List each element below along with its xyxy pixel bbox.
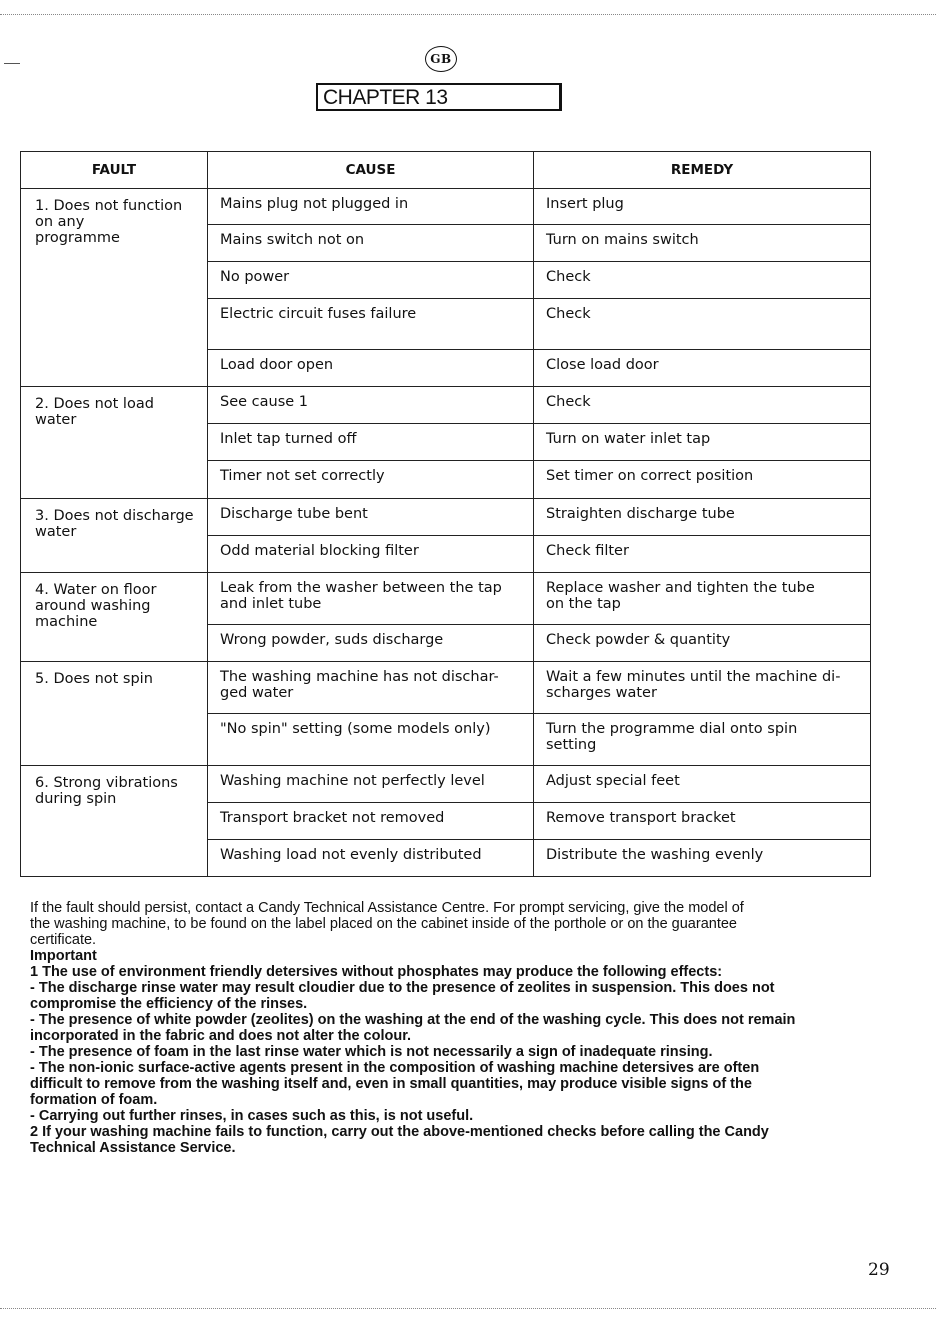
remedy-cell: Check powder & quantity — [534, 625, 871, 662]
notes-intro: If the fault should persist, contact a Candy Technical Assistance Centre. For prompt servicing, give the model of the washing machine, to be found on the label placed on the cabinet inside of the porthole or on the guarantee certificate. — [30, 900, 744, 948]
table-row — [21, 189, 871, 225]
remedy-cell: Remove transport bracket — [534, 803, 871, 840]
table-row — [21, 499, 871, 536]
remedy-cell: Turn the programme dial onto spin setting — [534, 714, 871, 766]
fault-column-header: FAULT — [21, 152, 208, 189]
important-heading: Important — [30, 948, 97, 964]
remedy-column-header: REMEDY — [534, 152, 871, 189]
cause-cell: Leak from the washer between the tap and inlet tube — [208, 573, 534, 625]
cause-cell: Washing load not evenly distributed — [208, 840, 534, 877]
gb-language-badge: GB — [425, 46, 457, 72]
fault-cell: 3. Does not discharge water — [21, 499, 208, 573]
important-body: 1 The use of environment friendly detersives without phosphates may produce the following effects: - The discharge rinse water may result cloudier due to the presence of zeolites in suspension. This does not compromise the efficiency of the rinses. - The presence of white powder (zeolites) on the washing at the end of the washing cycle. This does not remain incorporated in the fabric and does not alter the colour. - The presence of foam in the last rinse water which is not necessarily a sign of inadequate rinsing. - The non-ionic surface-active agents present in the composition of washing machine detersives are often difficult to remove from the washing itself and, even in small quantities, may produce visible signs of the formation of foam. - Carrying out further rinses, in cases such as this, is not useful. 2 If your washing machine fails to function, carry out the above-mentioned checks before calling the Candy Technical Assistance Service. — [30, 964, 796, 1156]
cause-cell: Wrong powder, suds discharge — [208, 625, 534, 662]
cause-cell: The washing machine has not dischar- ged water — [208, 662, 534, 714]
fault-cell: 1. Does not function on any programme — [21, 189, 208, 387]
page-number: 29 — [868, 1260, 890, 1280]
cause-cell: Mains switch not on — [208, 225, 534, 262]
remedy-cell: Set timer on correct position — [534, 461, 871, 499]
notes-section — [30, 900, 880, 1156]
cause-column-header: CAUSE — [208, 152, 534, 189]
cause-cell: Mains plug not plugged in — [208, 189, 534, 225]
cause-cell: Inlet tap turned off — [208, 424, 534, 461]
remedy-cell: Check — [534, 299, 871, 350]
chapter-title: CHAPTER 13 — [316, 83, 562, 111]
remedy-cell: Replace washer and tighten the tube on the tap — [534, 573, 871, 625]
cause-cell: Load door open — [208, 350, 534, 387]
cause-cell: No power — [208, 262, 534, 299]
remedy-cell: Wait a few minutes until the machine di- scharges water — [534, 662, 871, 714]
remedy-cell: Straighten discharge tube — [534, 499, 871, 536]
cause-cell: Discharge tube bent — [208, 499, 534, 536]
remedy-cell: Close load door — [534, 350, 871, 387]
cause-cell: See cause 1 — [208, 387, 534, 424]
remedy-cell: Turn on water inlet tap — [534, 424, 871, 461]
table-header-row — [21, 152, 871, 189]
cause-cell: Odd material blocking filter — [208, 536, 534, 573]
remedy-cell: Turn on mains switch — [534, 225, 871, 262]
cause-cell: Transport bracket not removed — [208, 803, 534, 840]
remedy-cell: Check filter — [534, 536, 871, 573]
remedy-cell: Check — [534, 262, 871, 299]
cause-cell: "No spin" setting (some models only) — [208, 714, 534, 766]
margin-mark — [4, 63, 20, 64]
remedy-cell: Distribute the washing evenly — [534, 840, 871, 877]
cause-cell: Electric circuit fuses failure — [208, 299, 534, 350]
fault-cell: 6. Strong vibrations during spin — [21, 766, 208, 877]
remedy-cell: Adjust special feet — [534, 766, 871, 803]
remedy-cell: Insert plug — [534, 189, 871, 225]
table-row — [21, 573, 871, 625]
fault-cell: 4. Water on floor around washing machine — [21, 573, 208, 662]
scan-border-bottom — [0, 1308, 936, 1309]
table-row — [21, 387, 871, 424]
table-body — [21, 189, 871, 877]
scan-border-top — [0, 14, 936, 15]
table-row — [21, 766, 871, 803]
remedy-cell: Check — [534, 387, 871, 424]
troubleshooting-table — [20, 151, 871, 877]
fault-cell: 5. Does not spin — [21, 662, 208, 766]
table-row — [21, 662, 871, 714]
cause-cell: Washing machine not perfectly level — [208, 766, 534, 803]
fault-cell: 2. Does not load water — [21, 387, 208, 499]
cause-cell: Timer not set correctly — [208, 461, 534, 499]
